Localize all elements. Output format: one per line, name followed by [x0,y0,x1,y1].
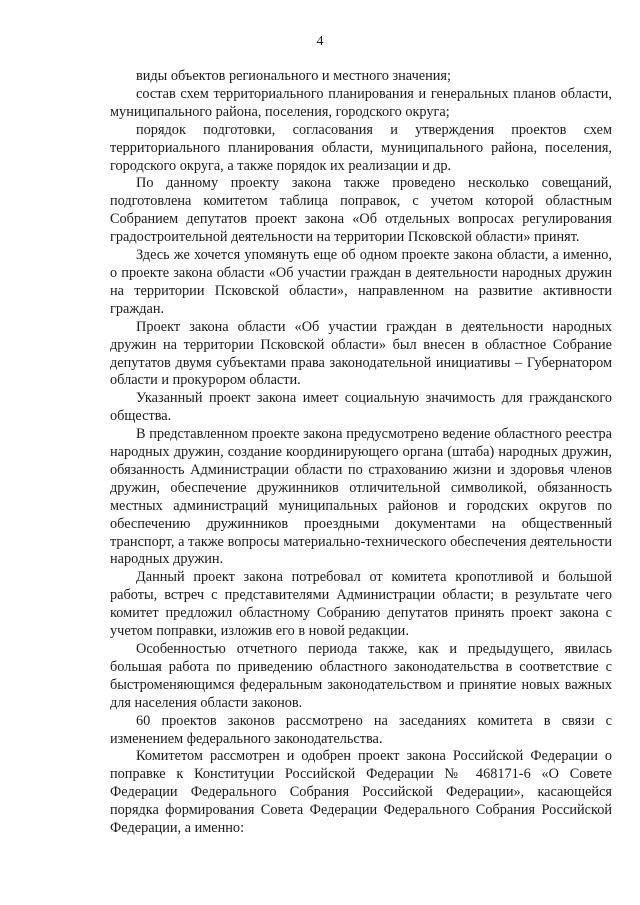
document-body [110,68,612,838]
paragraph: Указанный проект закона имеет социальную значимость для гражданского общества. [110,390,612,425]
paragraph: В представленном проекте закона предусмотрено ведение областного реестра народных дружин, создание координирующего органа (штаба) народных дружин, обязанность Администрации области по страхованию жизни и здоровья членов дружин, обеспечение дружинников отличительной символикой, обязанность местных администраций муниципальных районов и городских округов по обеспечению дружинников проездными документами на общественный транспорт, а также вопросы материально-технического обеспечения деятельности народных дружин. [110,426,612,568]
paragraph: Данный проект закона потребовал от комитета кропотливой и большой работы, встреч с представителями Администрации области; в результате чего комитет предложил областному Собранию депутатов принять проект закона с учетом поправки, изложив его в новой редакции. [110,569,612,640]
paragraph: Здесь же хочется упомянуть еще об одном проекте закона области, а именно, о проекте закона области «Об участии граждан в деятельности народных дружин на территории Псковской области», направленном на развитие активности граждан. [110,247,612,317]
paragraph: Особенностью отчетного периода также, как и предыдущего, явилась большая работа по приведению областного законодательства в соответствие с быстроменяющимся федеральным законодательством и принятие новых важных для населения области законов. [110,641,612,711]
paragraph: По данному проекту закона также проведено несколько совещаний, подготовлена комитетом таблица поправок, с учетом которой областным Собранием депутатов проект закона «Об отдельных вопросах регулирования градостроительной деятельности на территории Псковской области» принят. [110,175,612,246]
paragraph: Комитетом рассмотрен и одобрен проект закона Российской Федерации о поправке к Конституции Российской Федерации № 468171-6 «О Совете Федерации Федерального Собрания Российской Федерации», касающейся порядка формирования Совета Федерации Федерального Собрания Российской Федерации, а именно: [110,748,612,837]
paragraph: 60 проектов законов рассмотрено на заседаниях комитета в связи с изменением федерального законодательства. [110,712,612,747]
paragraph: состав схем территориального планирования и генеральных планов области, муниципального района, поселения, городского округа; [110,85,612,120]
paragraph: порядок подготовки, согласования и утверждения проектов схем территориального планирования области, муниципального района, поселения, городского округа, а также порядок их реализации и др. [110,121,612,174]
paragraph: виды объектов регионального и местного значения; [136,68,451,84]
paragraph: Проект закона области «Об участии граждан в деятельности народных дружин на территории Псковской области» был внесен в областное Собрание депутатов двумя субъектами права законодательной инициативы – Губернатором области и прокурором области. [110,318,612,389]
page-number: 4 [316,34,324,49]
